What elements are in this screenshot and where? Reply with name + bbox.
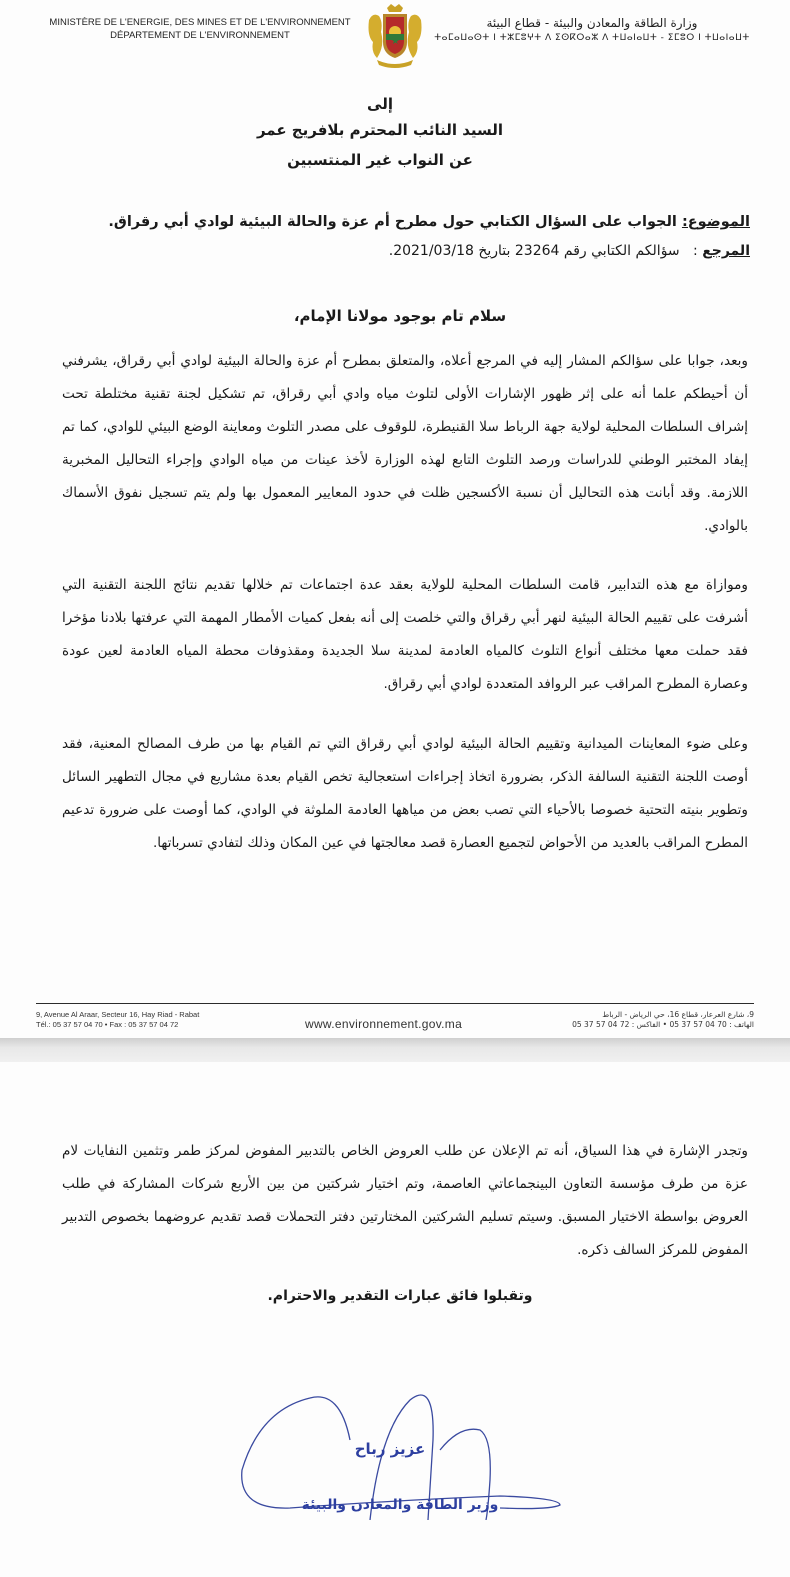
footer-divider [36,1003,754,1004]
subject-label: الموضوع: [681,214,750,230]
closing-formula: وتقبلوا فائق عبارات التقدير والاحترام. [267,1288,533,1304]
addressee-group: عن النواب غير المنتسبين [287,151,473,169]
addressee-to: إلى [367,95,393,113]
signatory-name: عزيز رباح [354,1440,426,1458]
footer-address-fr [36,1010,199,1030]
footer-phone-ar: الهاتف : 70 04 57 37 05 • الفاكس : 72 04 57 37 05 [572,1020,754,1029]
footer-address-ar [572,1010,754,1030]
header-french [40,16,360,42]
subject-text: الجواب على السؤال الكتابي حول مطرح أم عزة والحالة البيئية لوادي أبي رقراق. [108,214,682,230]
ministry-name-tifinagh: ⵜⴰⵎⴰⵡⴰⵙⵜ ⵏ ⵜⵣⵎⵓⵖⵜ ⴷ ⵉⵙⴽⵔⴰⵣ ⴷ ⵜⵡⴰⵏⴰⵡⵜ - ⵉⵎⵓⵔ ⵏ ⵜⵡⴰⵏⴰⵡⵜ [434,33,750,43]
reference-text: سؤالكم الكتابي رقم 23264 بتاريخ 2021/03/18. [388,243,680,259]
reference-separator: : [679,243,703,259]
signatory-title: وزير الطاقة والمعادن والبيئة [301,1497,499,1513]
ministry-name-fr: MINISTÈRE DE L'ENERGIE, DES MINES ET DE L'ENVIRONNEMENT [49,17,351,28]
reference-label: المرجع [702,243,750,259]
footer-website-link[interactable]: www.environnement.gov.ma [305,1017,463,1031]
department-name-fr: DÉPARTEMENT DE L'ENVIRONNEMENT [110,30,290,41]
body-paragraph-3: وعلى ضوء المعاينات الميدانية وتقييم الحالة البيئية لوادي أبي رقراق التي تم القيام بها من طرف المصالح المعنية، فقد أوصت اللجنة التقنية السالفة الذكر، بضرورة اتخاذ إجراءات استعجالية تخص القيام بعدة مشاريع في مجال التطهير السائل وتطوير بنيته التحتية خصوصا بالأحياء التي تصب بعض من مياهها العادمة الملوثة في الوادي، كما أوصت على ضرورة تدعيم المطرح المراقب بالعديد من الأحواض لتجميع العصارة قصد معالجتها في عين المكان وذلك لتفادي تسرباتها. [62,736,748,851]
footer-street-ar: 9، شارع العرعار، قطاع 16، حي الرياض - الرباط [602,1010,754,1019]
footer-street-fr: 9, Avenue Al Araar, Secteur 16, Hay Riad - Rabat [36,1010,200,1019]
page-separator [0,1038,790,1062]
addressee-name: السيد النائب المحترم بلافريج عمر [256,121,504,139]
body-paragraph-2: وموازاة مع هذه التدابير، قامت السلطات المحلية للولاية بعقد عدة اجتماعات تم خلالها تقديم نتائج اللجنة التقنية التي أشرفت على تقييم الحالة البيئية لنهر أبي رقراق والتي خلصت إلى أنه بفعل كميات الأمطار المهمة التي عرفتها بلادنا مؤخرا فقد حملت معها مختلف أنواع التلوث كالمياه العادمة لمدينة سلا الجديدة ومقذوفات محطة المياه العادمة لعين عودة وعصارة المطرح المراقب عبر الروافد المتعددة لوادي أبي رقراق. [62,577,748,692]
footer-phone-fr: Tél.: 05 37 57 04 70 • Fax : 05 37 57 04 72 [36,1020,179,1029]
salutation: سلام تام بوجود مولانا الإمام، [293,307,507,325]
subject-line [50,214,750,230]
reference-line [50,243,750,259]
body-paragraph-1: وبعد، جوابا على سؤالكم المشار إليه في المرجع أعلاه، والمتعلق بمطرح أم عزة والحالة البيئية لوادي أبي رقراق، يشرفني أن أحيطكم علما أنه على إثر ظهور الإشارات الأولى لتلوث مياه وادي أبي رقراق، تم تشكيل لجنة تقنية مختلطة تحت إشراف السلطات المحلية لولاية جهة الرباط سلا القنيطرة، للوقوف على مصدر التلوث ومعاينة الوضع البيئي للوادي، كما تم إيفاد المختبر الوطني للدراسات ورصد التلوث التابع لهذه الوزارة لأخذ عينات من مياه الوادي وإجراء التحاليل المخبرية اللازمة. وقد أبانت هذه التحاليل أن نسبة الأكسجين ظلت في حدود المعايير المعمول بها ولم يتم تسجيل نفوق الأسماك بالوادي. [62,353,748,534]
ministry-name-ar: وزارة الطاقة والمعادن والبيئة - قطاع البيئة [486,16,698,30]
moroccan-coat-of-arms-icon [363,2,427,70]
body-paragraph-4: وتجدر الإشارة في هذا السياق، أنه تم الإعلان عن طلب العروض الخاص بالتدبير المفوض لمركز طمر وتثمين النفايات لام عزة من طرف مؤسسة التعاون البينجماعاتي العاصمة، وتم اختيار شركتين من بين الأربع شركات المشاركة في طلب العروض بواسطة الاختيار المسبق. وسيتم تسليم الشركتين المختارتين دفتر التحملات قصد تقديم عروضهما بخصوص التدبير المفوض للمركز السالف ذكره. [62,1143,748,1258]
header-arabic [432,16,752,46]
